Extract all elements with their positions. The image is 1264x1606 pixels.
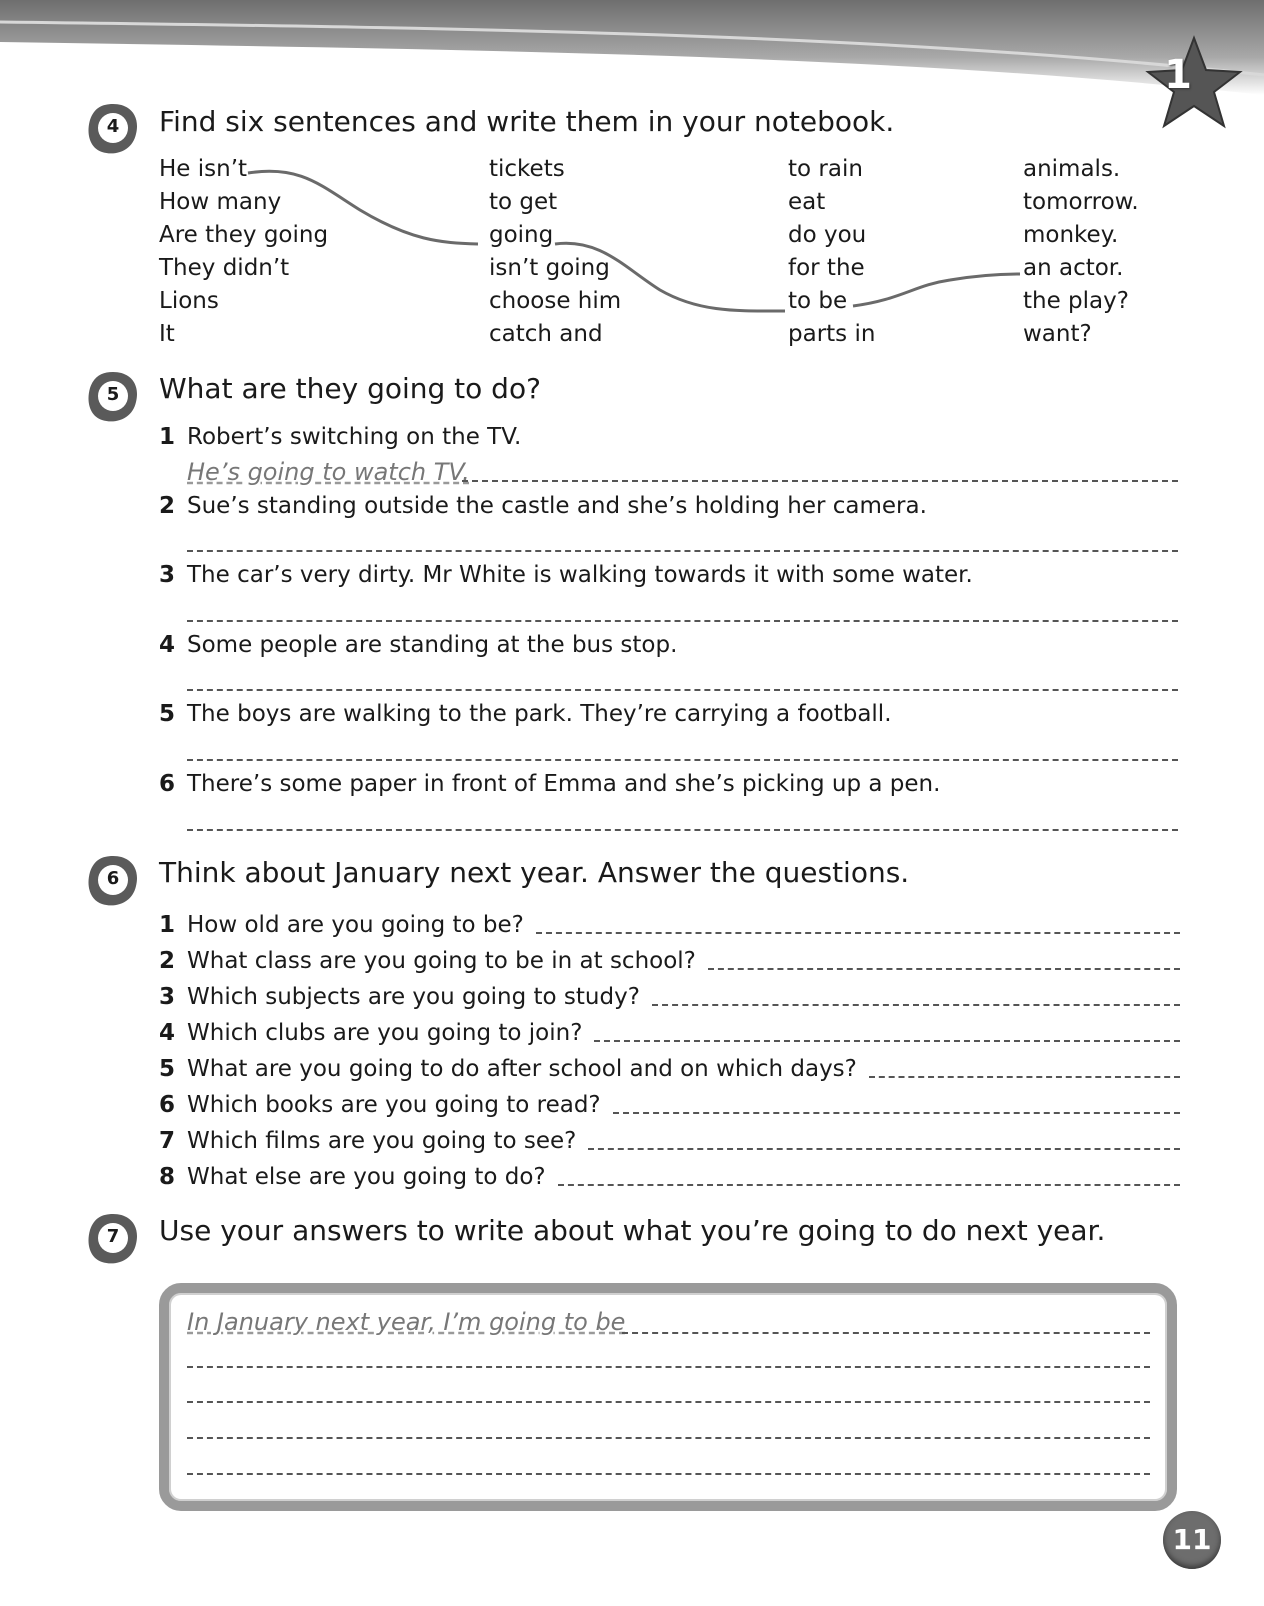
word: Are they going <box>159 222 329 248</box>
word: going <box>489 222 554 248</box>
word: tickets <box>489 156 565 182</box>
item-number: 5 <box>159 701 176 727</box>
question-row <box>159 1052 1180 1082</box>
answer-line[interactable] <box>558 1184 1180 1186</box>
exercise-4-title: Find six sentences and write them in your notebook. <box>159 105 895 138</box>
writing-line[interactable] <box>187 1437 1150 1439</box>
question-text: Which books are you going to read? <box>187 1092 601 1118</box>
word: to get <box>489 189 558 215</box>
word: do you <box>788 222 867 248</box>
question-number: 5 <box>159 1056 176 1082</box>
exercise-6-title: Think about January next year. Answer the questions. <box>159 856 910 889</box>
question-number: 7 <box>159 1128 176 1154</box>
question-number: 6 <box>159 1092 176 1118</box>
question-text: Which films are you going to see? <box>187 1128 577 1154</box>
exercise-6-number: 6 <box>106 868 120 889</box>
question-row <box>159 1088 1180 1118</box>
exercise-5-number: 5 <box>106 384 120 405</box>
word: to be <box>788 288 848 314</box>
example-answer: He’s going to watch TV. <box>187 458 470 486</box>
question-number: 4 <box>159 1020 176 1046</box>
item-prompt: The car’s very dirty. Mr White is walking towards it with some water. <box>187 562 973 588</box>
word: eat <box>788 189 826 215</box>
word: How many <box>159 189 282 215</box>
answer-line[interactable] <box>187 689 1178 691</box>
question-number: 3 <box>159 984 176 1010</box>
writing-line[interactable] <box>187 1473 1150 1475</box>
word: Lions <box>159 288 219 314</box>
answer-line[interactable] <box>187 759 1178 761</box>
header-band <box>0 0 1264 110</box>
question-text: What are you going to do after school and on which days? <box>187 1056 857 1082</box>
question-row <box>159 1016 1180 1046</box>
question-text: What class are you going to be in at school? <box>187 948 696 974</box>
question-row <box>159 980 1180 1010</box>
item-prompt: Sue’s standing outside the castle and she’s holding her camera. <box>187 493 927 519</box>
word: an actor. <box>1023 255 1124 281</box>
word: parts in <box>788 321 876 347</box>
item-prompt: Robert’s switching on the TV. <box>187 424 522 450</box>
word: monkey. <box>1023 222 1119 248</box>
exercise-7-title: Use your answers to write about what you’re going to do next year. <box>159 1214 1106 1247</box>
unit-number: 1 <box>1164 52 1192 98</box>
word: tomorrow. <box>1023 189 1139 215</box>
writing-line[interactable] <box>187 1401 1150 1403</box>
answer-line[interactable] <box>708 968 1180 970</box>
word: animals. <box>1023 156 1121 182</box>
item-number: 1 <box>159 424 176 450</box>
page-number: 11 <box>1163 1511 1221 1569</box>
word: It <box>159 321 175 347</box>
word: want? <box>1023 321 1092 347</box>
word: the play? <box>1023 288 1129 314</box>
item-prompt: The boys are walking to the park. They’re carrying a football. <box>187 701 892 727</box>
answer-line[interactable] <box>187 550 1178 552</box>
item-number: 3 <box>159 562 176 588</box>
word: for the <box>788 255 865 281</box>
word: isn’t going <box>489 255 610 281</box>
answer-line[interactable] <box>652 1004 1180 1006</box>
writing-line[interactable] <box>187 1366 1150 1368</box>
answer-line[interactable] <box>536 932 1180 934</box>
item-prompt: Some people are standing at the bus stop. <box>187 632 678 658</box>
question-number: 8 <box>159 1164 176 1190</box>
question-row <box>159 1124 1180 1154</box>
writing-line[interactable] <box>622 1332 1150 1334</box>
item-number: 2 <box>159 493 176 519</box>
exercise-5-title: What are they going to do? <box>159 372 541 405</box>
question-row <box>159 1160 1180 1190</box>
example-answer-start: In January next year, I’m going to be <box>187 1308 626 1336</box>
exercise-7-number: 7 <box>106 1226 120 1247</box>
question-number: 2 <box>159 948 176 974</box>
question-text: Which subjects are you going to study? <box>187 984 640 1010</box>
answer-line[interactable] <box>588 1148 1180 1150</box>
question-number: 1 <box>159 912 176 938</box>
word: choose him <box>489 288 622 314</box>
word: to rain <box>788 156 863 182</box>
answer-line[interactable] <box>187 829 1178 831</box>
question-text: Which clubs are you going to join? <box>187 1020 583 1046</box>
answer-line[interactable] <box>613 1112 1180 1114</box>
word: They didn’t <box>159 255 290 281</box>
item-number: 6 <box>159 771 176 797</box>
question-text: What else are you going to do? <box>187 1164 546 1190</box>
item-number: 4 <box>159 632 176 658</box>
answer-line[interactable] <box>187 620 1178 622</box>
answer-line[interactable] <box>869 1076 1180 1078</box>
word: catch and <box>489 321 603 347</box>
question-row <box>159 908 1180 938</box>
exercise-4-number: 4 <box>106 116 120 137</box>
answer-line[interactable] <box>462 480 1178 482</box>
question-row <box>159 944 1180 974</box>
question-text: How old are you going to be? <box>187 912 524 938</box>
word: He isn’t <box>159 156 248 182</box>
item-prompt: There’s some paper in front of Emma and she’s picking up a pen. <box>187 771 941 797</box>
answer-line[interactable] <box>594 1040 1180 1042</box>
